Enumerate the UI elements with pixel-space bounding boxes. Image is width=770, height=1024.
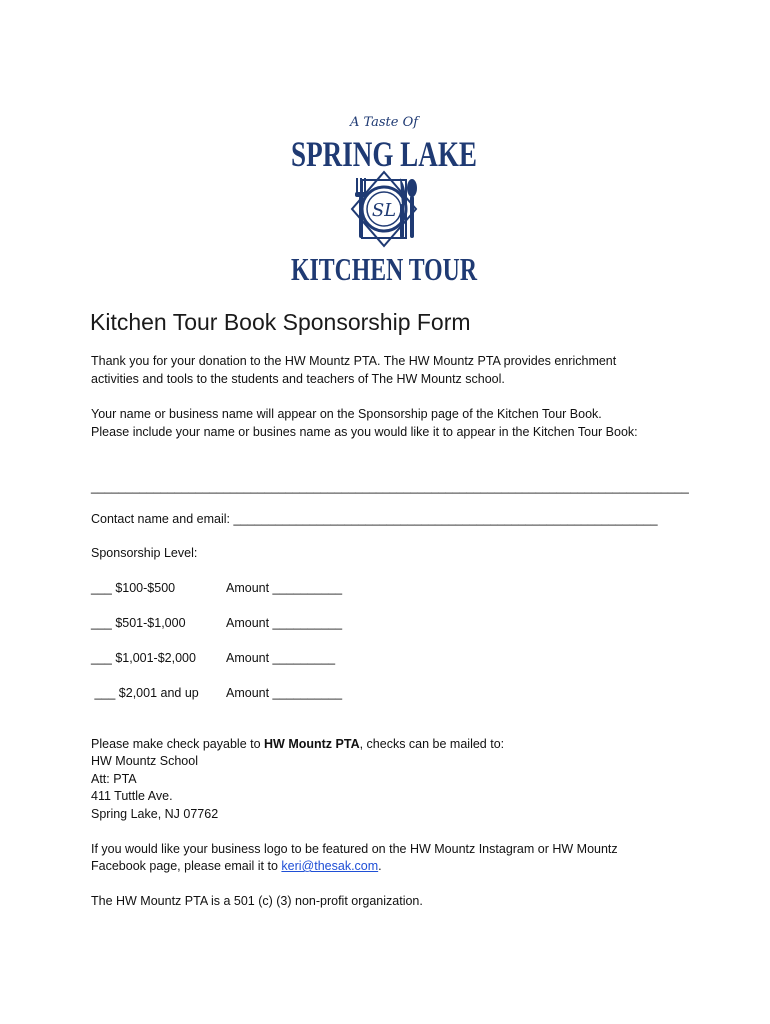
logo-top-text: A Taste Of bbox=[349, 115, 419, 130]
contact-label: Contact name and email: bbox=[91, 512, 230, 526]
email-link[interactable]: keri@thesak.com bbox=[281, 859, 379, 873]
level-range[interactable]: ___ $2,001 and up bbox=[91, 686, 199, 700]
intro-line-1: Thank you for your donation to the HW Mountz PTA. The HW Mountz PTA provides enrichment bbox=[91, 354, 617, 368]
level-range[interactable]: ___ $100-$500 bbox=[91, 581, 176, 595]
payment-suffix: , checks can be mailed to: bbox=[359, 737, 505, 751]
contact-field[interactable]: _____________________________________________________________ bbox=[233, 512, 658, 526]
address-line: 411 Tuttle Ave. bbox=[91, 789, 173, 803]
sponsorship-level-label: Sponsorship Level: bbox=[91, 546, 198, 560]
address-line: Spring Lake, NJ 07762 bbox=[91, 807, 219, 821]
level-amount[interactable]: Amount __________ bbox=[226, 616, 343, 630]
address-line: Att: PTA bbox=[91, 772, 137, 786]
intro-line-2: activities and tools to the students and teachers of The HW Mountz school. bbox=[91, 372, 505, 386]
payment-payee: HW Mountz PTA bbox=[264, 737, 360, 751]
level-range[interactable]: ___ $501-$1,000 bbox=[91, 616, 186, 630]
address-line: HW Mountz School bbox=[91, 754, 198, 768]
level-amount[interactable]: Amount __________ bbox=[226, 581, 343, 595]
footer-note: The HW Mountz PTA is a 501 (c) (3) non-profit organization. bbox=[91, 894, 423, 908]
payment-line bbox=[91, 736, 504, 754]
logo-note-line-1: If you would like your business logo to be featured on the HW Mountz Instagram or HW Mountz bbox=[91, 842, 618, 856]
logo-note-suffix: . bbox=[378, 859, 382, 873]
level-amount[interactable]: Amount __________ bbox=[226, 686, 343, 700]
name-note-line-1: Your name or business name will appear on the Sponsorship page of the Kitchen Tour Book. bbox=[91, 407, 602, 421]
logo-bottom-text: KITCHEN TOUR bbox=[291, 251, 478, 287]
logo-main-text: SPRING LAKE bbox=[291, 134, 477, 174]
sponsor-name-field[interactable]: ______________________________________________________________________________________ bbox=[91, 480, 689, 494]
logo-note-line-2 bbox=[91, 858, 382, 876]
contact-row bbox=[91, 511, 658, 529]
level-amount[interactable]: Amount _________ bbox=[226, 651, 336, 665]
name-note-line-2: Please include your name or busines name as you would like it to appear in the Kitchen Tour Book: bbox=[91, 425, 638, 439]
page-title: Kitchen Tour Book Sponsorship Form bbox=[90, 309, 471, 335]
payment-prefix: Please make check payable to bbox=[91, 737, 265, 751]
level-range[interactable]: ___ $1,001-$2,000 bbox=[91, 651, 196, 665]
logo-note-prefix: Facebook page, please email it to bbox=[91, 859, 282, 873]
logo-monogram: SL bbox=[371, 200, 397, 221]
spring-lake-kitchen-tour-logo bbox=[284, 108, 484, 288]
